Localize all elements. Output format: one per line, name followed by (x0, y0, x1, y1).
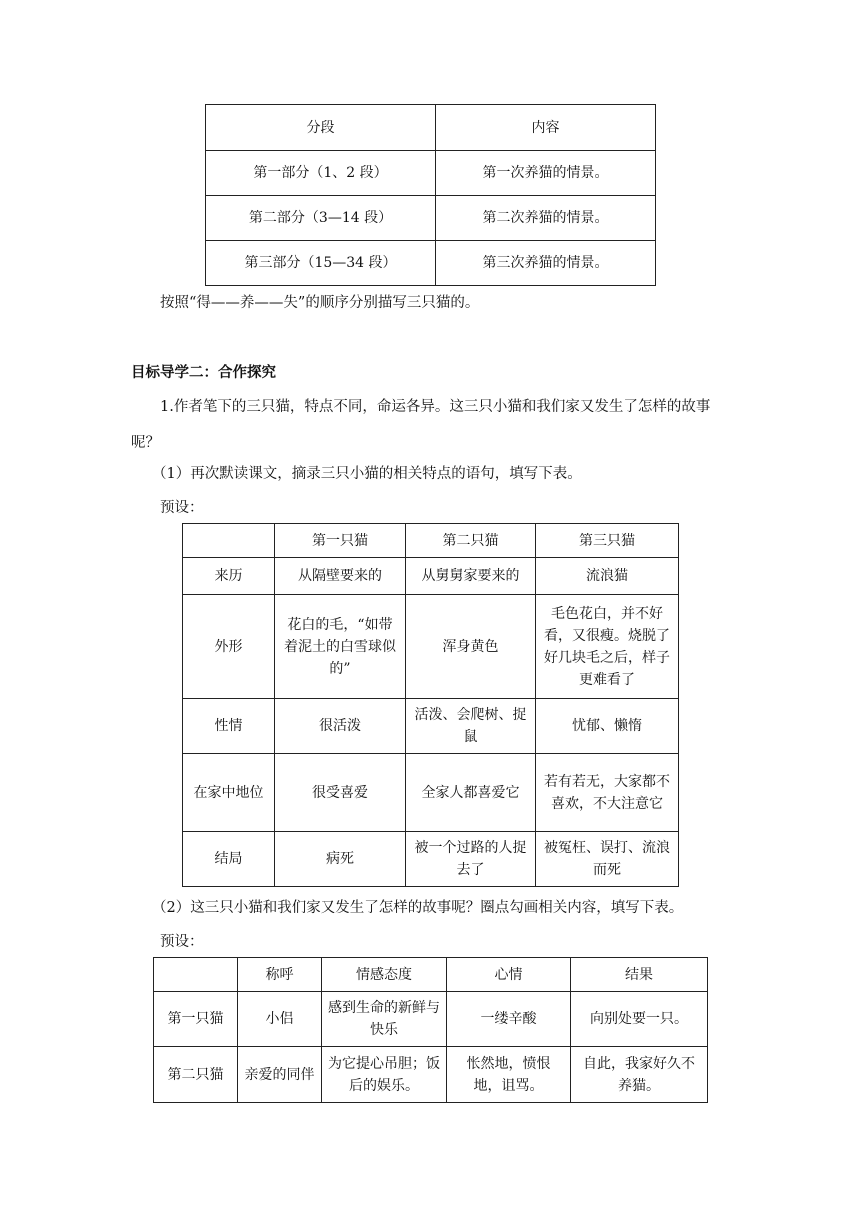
table-cell: 第二部分（3—14 段） (206, 196, 436, 241)
table-header-cell: 内容 (436, 105, 656, 151)
table-header-cell: 第三只猫 (536, 524, 679, 558)
table-cell: 浑身黄色 (406, 595, 536, 699)
table-cell: 一缕辛酸 (447, 992, 571, 1047)
table-header-cell: 第二只猫 (406, 524, 536, 558)
table-header-cell: 分段 (206, 105, 436, 151)
table-header-cell: 称呼 (238, 958, 322, 992)
table-cell: 亲爱的同伴 (238, 1047, 322, 1103)
table-cell: 第一部分（1、2 段） (206, 151, 436, 196)
table-header-cell: 心情 (447, 958, 571, 992)
table-cell: 第二只猫 (154, 1047, 238, 1103)
table-cell: 自此，我家好久不养猫。 (571, 1047, 708, 1103)
table-header-cell (154, 958, 238, 992)
preset-label: 预设： (160, 934, 204, 950)
note-paragraph: 按照“得——养——失”的顺序分别描写三只猫的。 (160, 295, 480, 311)
table-cell: 向别处要一只。 (571, 992, 708, 1047)
table-cell: 怅然地，愤恨地，诅骂。 (447, 1047, 571, 1103)
table-cell: 被冤枉、误打、流浪而死 (536, 832, 679, 887)
table-cell: 全家人都喜爱它 (406, 754, 536, 832)
table-header-cell: 第一只猫 (275, 524, 406, 558)
table-cell: 毛色花白，并不好看，又很瘦。烧脱了好几块毛之后，样子更难看了 (536, 595, 679, 699)
table-cell: 第三次养猫的情景。 (436, 241, 656, 286)
cat-features-table (182, 523, 679, 887)
table-cell: 第一次养猫的情景。 (436, 151, 656, 196)
table-cell: 从舅舅家要来的 (406, 558, 536, 595)
table-cell: 被一个过路的人捉去了 (406, 832, 536, 887)
table-cell: 若有若无，大家都不喜欢，不大注意它 (536, 754, 679, 832)
table-cell: 从隔壁要来的 (275, 558, 406, 595)
table-cell: 第三部分（15—34 段） (206, 241, 436, 286)
table-cell: 在家中地位 (183, 754, 275, 832)
table-cell: 第二次养猫的情景。 (436, 196, 656, 241)
table-cell: 流浪猫 (536, 558, 679, 595)
table-cell: 很受喜爱 (275, 754, 406, 832)
sub-question-2: （2）这三只小猫和我们家又发生了怎样的故事呢？圈点勾画相关内容，填写下表。 (152, 900, 684, 916)
sub-question-1: （1）再次默读课文，摘录三只小猫的相关特点的语句，填写下表。 (152, 466, 582, 482)
section-heading: 目标导学二：合作探究 (131, 365, 276, 381)
segment-table (205, 104, 656, 286)
table-cell: 为它提心吊胆；饭后的娱乐。 (322, 1047, 447, 1103)
table-cell: 感到生命的新鲜与快乐 (322, 992, 447, 1047)
table-cell: 性情 (183, 699, 275, 754)
cat-story-table (153, 957, 708, 1103)
table-header-cell: 结果 (571, 958, 708, 992)
question-paragraph: 1.作者笔下的三只猫，特点不同，命运各异。这三只小猫和我们家又发生了怎样的故事 (160, 399, 711, 415)
preset-label: 预设： (160, 500, 204, 516)
table-cell: 花白的毛，“如带着泥土的白雪球似的” (275, 595, 406, 699)
table-cell: 结局 (183, 832, 275, 887)
table-header-cell (183, 524, 275, 558)
table-cell: 病死 (275, 832, 406, 887)
table-cell: 来历 (183, 558, 275, 595)
table-cell: 很活泼 (275, 699, 406, 754)
table-cell: 活泼、会爬树、捉鼠 (406, 699, 536, 754)
table-cell: 第一只猫 (154, 992, 238, 1047)
question-paragraph-cont: 呢？ (131, 435, 160, 451)
table-cell: 忧郁、懒惰 (536, 699, 679, 754)
table-cell: 小侣 (238, 992, 322, 1047)
table-header-cell: 情感态度 (322, 958, 447, 992)
table-cell: 外形 (183, 595, 275, 699)
